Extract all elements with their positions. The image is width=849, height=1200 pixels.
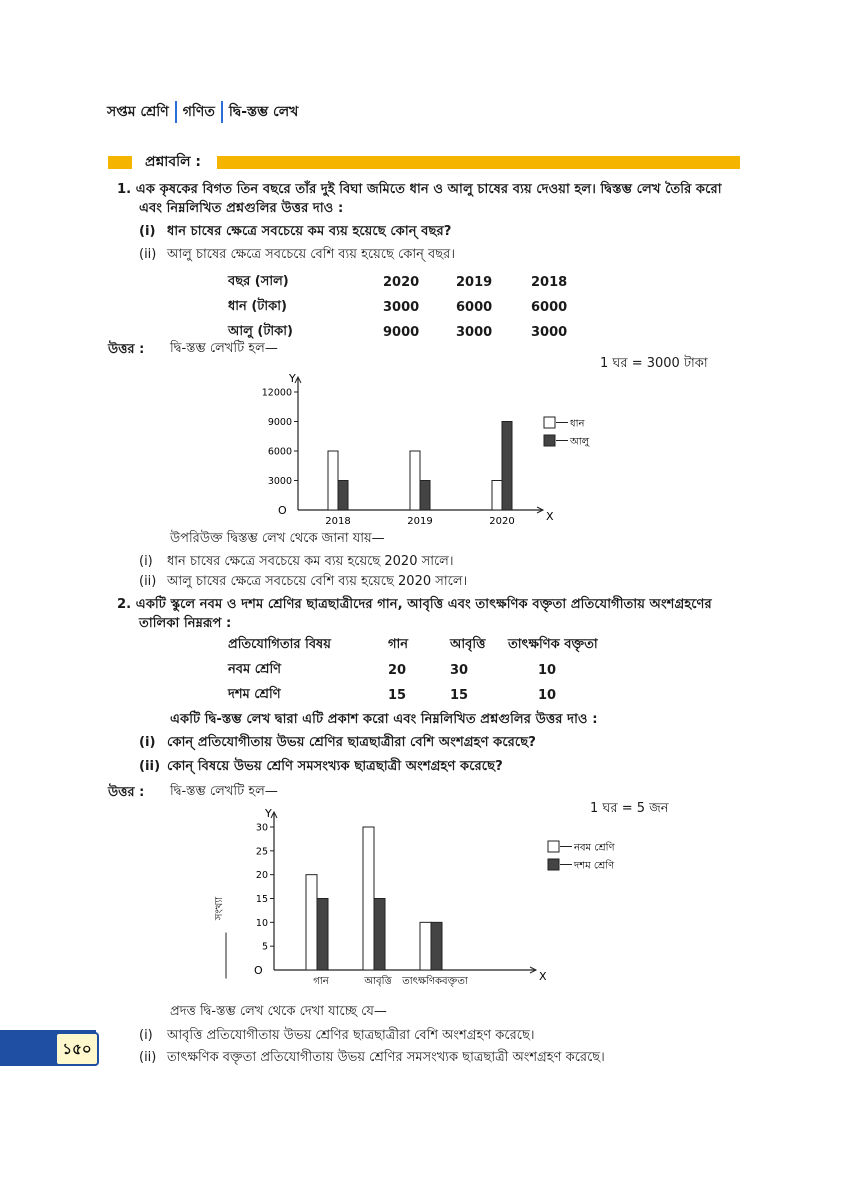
x-tick-label: গান [313,976,329,987]
table-row: নবম শ্রেণি 20 30 10 [228,662,557,678]
origin-label: O [278,504,287,517]
section-bar-right [217,156,740,169]
x-axis-letter: X [539,970,547,983]
bar-series-2 [420,481,430,511]
page-header [107,100,298,124]
q2-instruction: একটি দ্বি-স্তম্ভ লেখ দ্বারা এটি প্রকাশ করো এবং নিম্নলিখিত প্রশ্নগুলির উত্তর দাও : [170,712,598,727]
y-tick-label: 6000 [267,446,292,458]
x-axis-letter: X [546,510,554,523]
q2-sub-1: (i) কোন্ প্রতিযোগীতায় উভয় শ্রেণির ছাত্রছাত্রীরা বেশি অংশগ্রহণ করেছে? [139,735,536,750]
legend-label: দশম শ্রেণি [574,860,615,872]
q2-line2: তালিকা নিম্নরূপ : [139,616,232,631]
header-divider [175,101,177,123]
chart-2 [214,795,642,1000]
q1-conclusion-intro: উপরিউক্ত দ্বিস্তম্ভ লেখ থেকে জানা যায়— [170,531,385,546]
legend-swatch [548,859,559,870]
q1-line2: এবং নিম্নলিখিত প্রশ্নগুলির উত্তর দাও : [139,201,344,216]
y-tick-label: 20 [255,870,268,882]
q1-sub-1: (i) ধান চাষের ক্ষেত্রে সবচেয়ে কম ব্যয় হয়েছে কোন্ বছর? [139,224,452,239]
y-tick-label: 10 [255,917,268,929]
bar-series-1 [306,875,317,970]
q2-answer-intro: দ্বি-স্তম্ভ লেখটি হল— [170,784,278,799]
legend-label: নবম শ্রেণি [574,842,615,854]
table-row: বছর (সাল) 2020 2019 2018 [228,274,568,290]
table-row: প্রতিযোগিতার বিষয় গান আবৃত্তি তাৎক্ষণিক বক্তৃতা [228,637,598,652]
bar-series-2 [317,899,328,971]
origin-label: O [254,964,263,977]
q1-scale-note: 1 ঘর = 3000 টাকা [600,356,708,371]
y-tick-label: 25 [255,846,268,858]
y-tick-label: 5 [261,941,268,953]
q2-conclusion-intro: প্রদত্ত দ্বি-স্তম্ভ লেখ থেকে দেখা যাচ্ছে যে— [170,1004,387,1019]
y-tick-label: 30 [255,822,268,834]
y-tick-label: 12000 [261,387,292,399]
header-subject: গণিত [182,104,215,120]
legend-label: ধান [570,418,585,430]
q2-conclusion-1: (i) আবৃত্তি প্রতিযোগীতায় উভয় শ্রেণির ছাত্রছাত্রীরা বেশি অংশগ্রহণ করেছে। [139,1028,535,1043]
bar-series-1 [328,451,338,510]
x-tick-label: 2018 [325,516,351,527]
bar-series-2 [431,922,442,970]
y-tick-label: 3000 [267,476,292,487]
legend-swatch [544,417,555,428]
q2-line1: একটি স্কুলে নবম ও দশম শ্রেণির ছাত্রছাত্রীদের গান, আবৃত্তি এবং তাৎক্ষণিক বক্তৃতা প্রতিযোগীতায় অংশগ্রহণের [135,597,712,612]
bar-series-1 [363,827,374,970]
legend-swatch [548,841,559,852]
q1-conclusion-2: (ii) আলু চাষের ক্ষেত্রে সবচেয়ে বেশি ব্যয় হয়েছে 2020 সালে। [139,574,468,589]
header-grade: সপ্তম শ্রেণি [107,104,169,120]
y-axis-letter: Y [289,372,296,385]
header-chapter: দ্বি-স্তম্ভ লেখ [228,104,299,120]
q1-number: 1. [117,182,132,197]
q1-answer-intro: দ্বি-স্তম্ভ লেখটি হল— [170,341,278,356]
bar-series-2 [502,422,512,511]
q2-text [117,595,757,633]
x-tick-label: আবৃত্তি [364,976,392,987]
bar-series-1 [492,481,502,511]
legend-label: আলু [570,436,590,448]
y-tick-label: 9000 [267,417,292,428]
table-row: আলু (টাকা) 9000 3000 3000 [228,324,568,340]
chart-1 [240,355,590,530]
page-number: ১৫০ [55,1032,99,1066]
bar-series-1 [410,451,420,510]
q2-answer-label: উত্তর : [108,785,145,800]
q2-conclusion-2: (ii) তাৎক্ষণিক বক্তৃতা প্রতিযোগীতায় উভয় শ্রেণির সমসংখ্যক ছাত্রছাত্রী অংশগ্রহণ করেছে। [139,1050,605,1065]
q2-sub-2: (ii) কোন্ বিষয়ে উভয় শ্রেণি সমসংখ্যক ছাত্রছাত্রী অংশগ্রহণ করেছে? [139,759,503,774]
bar-series-2 [338,481,348,511]
x-tick-label: তাৎক্ষণিকবক্তৃতা [402,976,468,987]
legend-swatch [544,435,555,446]
x-tick-label: 2020 [489,516,515,527]
q1-line1: এক কৃষকের বিগত তিন বছরে তাঁর দুই বিঘা জমিতে ধান ও আলু চাষের ব্যয় দেওয়া হল। দ্বিস্তম্ভ লেখ তৈরি করো [135,182,722,197]
q1-data-table [228,270,567,345]
q1-text [117,180,757,218]
y-tick-label: 15 [255,894,268,905]
q2-number: 2. [117,597,132,612]
q1-answer-label: উত্তর : [108,342,145,357]
q1-sub-2: (ii) আলু চাষের ক্ষেত্রে সবচেয়ে বেশি ব্যয় হয়েছে কোন্ বছর। [139,247,455,262]
table-row: ধান (টাকা) 3000 6000 6000 [228,299,568,315]
section-bar-left [108,156,132,169]
y-axis-letter: Y [265,807,272,820]
table-row: দশম শ্রেণি 15 15 10 [228,687,557,703]
section-title: প্রশ্নাবলি : [145,154,202,170]
y-axis-label: সংখ্যা [214,896,225,921]
x-tick-label: 2019 [407,516,433,527]
bar-series-1 [420,922,431,970]
bar-series-2 [374,899,385,971]
q2-data-table [228,633,598,708]
header-divider [221,101,223,123]
q2-scale-note: 1 ঘর = 5 জন [590,801,669,816]
q1-conclusion-1: (i) ধান চাষের ক্ষেত্রে সবচেয়ে কম ব্যয় হয়েছে 2020 সালে। [139,554,454,569]
